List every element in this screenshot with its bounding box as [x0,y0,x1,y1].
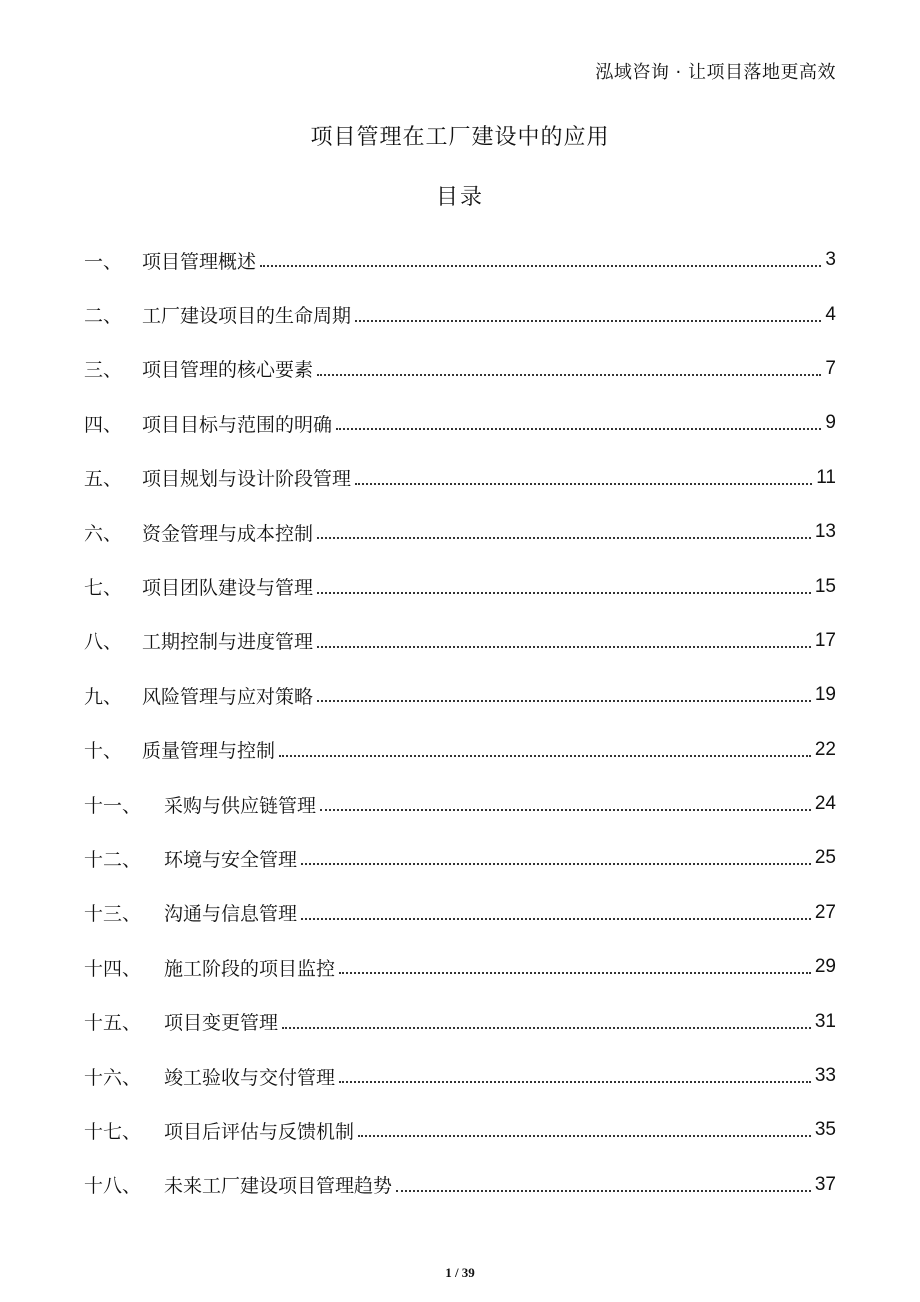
toc-entry-title: 项目变更管理 [164,1012,279,1035]
toc-entry[interactable] [84,777,836,831]
toc-entry[interactable] [84,940,836,994]
toc-entry[interactable] [84,505,836,559]
toc-entry-title: 资金管理与成本控制 [142,522,314,545]
toc-entry-number: 八、 [84,631,123,654]
toc-entry-number: 七、 [84,577,123,600]
toc-entry-page: 13 [814,521,836,543]
toc-entry-number: 十三、 [84,903,142,926]
toc-leader-dots [301,918,811,920]
toc-entry-title: 项目管理的核心要素 [142,359,314,382]
table-of-contents [84,233,836,1212]
toc-entry-title: 质量管理与控制 [142,740,276,763]
toc-leader-dots [317,592,811,594]
toc-entry[interactable] [84,1049,836,1103]
toc-entry-number: 十四、 [84,957,142,980]
toc-entry-page: 29 [814,956,836,978]
toc-entry[interactable] [84,451,836,505]
toc-entry-page: 27 [814,901,836,923]
toc-entry-number: 四、 [84,413,123,436]
toc-leader-dots [320,809,811,811]
toc-entry-page: 17 [814,629,836,651]
toc-leader-dots [355,320,821,322]
toc-leader-dots [279,755,811,757]
toc-entry-page: 4 [825,303,836,325]
toc-entry-title: 工厂建设项目的生命周期 [142,305,352,328]
toc-entry-title: 沟通与信息管理 [164,903,298,926]
toc-entry-title: 工期控制与进度管理 [142,631,314,654]
toc-leader-dots [317,700,811,702]
toc-entry-page: 19 [814,684,836,706]
page-indicator: 1 / 39 [445,1265,475,1280]
toc-entry[interactable] [84,994,836,1048]
toc-leader-dots [317,374,821,376]
toc-entry-title: 竣工验收与交付管理 [164,1066,336,1089]
toc-entry-number: 十七、 [84,1120,142,1143]
toc-entry-page: 11 [816,466,836,488]
toc-entry-page: 3 [825,249,836,271]
toc-entry[interactable] [84,1158,836,1212]
toc-leader-dots [317,537,811,539]
toc-entry-number: 三、 [84,359,123,382]
toc-entry-title: 风险管理与应对策略 [142,685,314,708]
toc-entry[interactable] [84,723,836,777]
toc-entry-page: 15 [814,575,836,597]
toc-leader-dots [339,1081,811,1083]
toc-entry-number: 一、 [84,250,123,273]
toc-entry[interactable] [84,668,836,722]
toc-entry-page: 22 [814,738,836,760]
document-title: 项目管理在工厂建设中的应用 [310,125,610,150]
toc-entry-title: 项目目标与范围的明确 [142,413,333,436]
toc-entry-page: 9 [825,412,836,434]
toc-entry[interactable] [84,342,836,396]
toc-entry-page: 37 [814,1173,836,1195]
toc-entry-title: 项目团队建设与管理 [142,577,314,600]
toc-entry-page: 25 [814,847,836,869]
toc-entry[interactable] [84,287,836,341]
toc-entry[interactable] [84,559,836,613]
toc-entry[interactable] [84,614,836,668]
toc-entry-title: 环境与安全管理 [164,848,298,871]
toc-leader-dots [260,265,821,267]
toc-entry-number: 六、 [84,522,123,545]
toc-heading: 目录 [435,185,484,210]
toc-entry-number: 十六、 [84,1066,142,1089]
toc-entry-title: 项目管理概述 [142,250,257,273]
toc-entry-title: 项目后评估与反馈机制 [164,1120,355,1143]
toc-entry-page: 35 [814,1119,836,1141]
toc-leader-dots [301,863,811,865]
toc-leader-dots [336,428,821,430]
toc-entry[interactable] [84,396,836,450]
toc-leader-dots [396,1190,811,1192]
toc-entry-title: 采购与供应链管理 [164,794,317,817]
toc-entry-page: 7 [825,357,836,379]
toc-entry-title: 未来工厂建设项目管理趋势 [164,1175,393,1198]
toc-entry-number: 九、 [84,685,123,708]
toc-entry[interactable] [84,831,836,885]
toc-entry-page: 24 [814,793,836,815]
toc-entry-number: 五、 [84,468,123,491]
toc-entry-number: 十二、 [84,848,142,871]
toc-leader-dots [358,1135,811,1137]
toc-entry-number: 二、 [84,305,123,328]
toc-entry-number: 十八、 [84,1175,142,1198]
toc-entry-page: 33 [814,1065,836,1087]
toc-entry[interactable] [84,233,836,287]
toc-entry-number: 十、 [84,740,123,763]
toc-entry-title: 项目规划与设计阶段管理 [142,468,352,491]
toc-entry[interactable] [84,1103,836,1157]
toc-leader-dots [355,483,812,485]
toc-leader-dots [282,1027,811,1029]
toc-leader-dots [317,646,811,648]
toc-entry-page: 31 [814,1010,836,1032]
toc-leader-dots [339,972,811,974]
toc-entry-number: 十一、 [84,794,142,817]
toc-entry-number: 十五、 [84,1012,142,1035]
toc-entry-title: 施工阶段的项目监控 [164,957,336,980]
toc-entry[interactable] [84,886,836,940]
header-slogan: 泓域咨询 · 让项目落地更高效 [595,62,836,83]
